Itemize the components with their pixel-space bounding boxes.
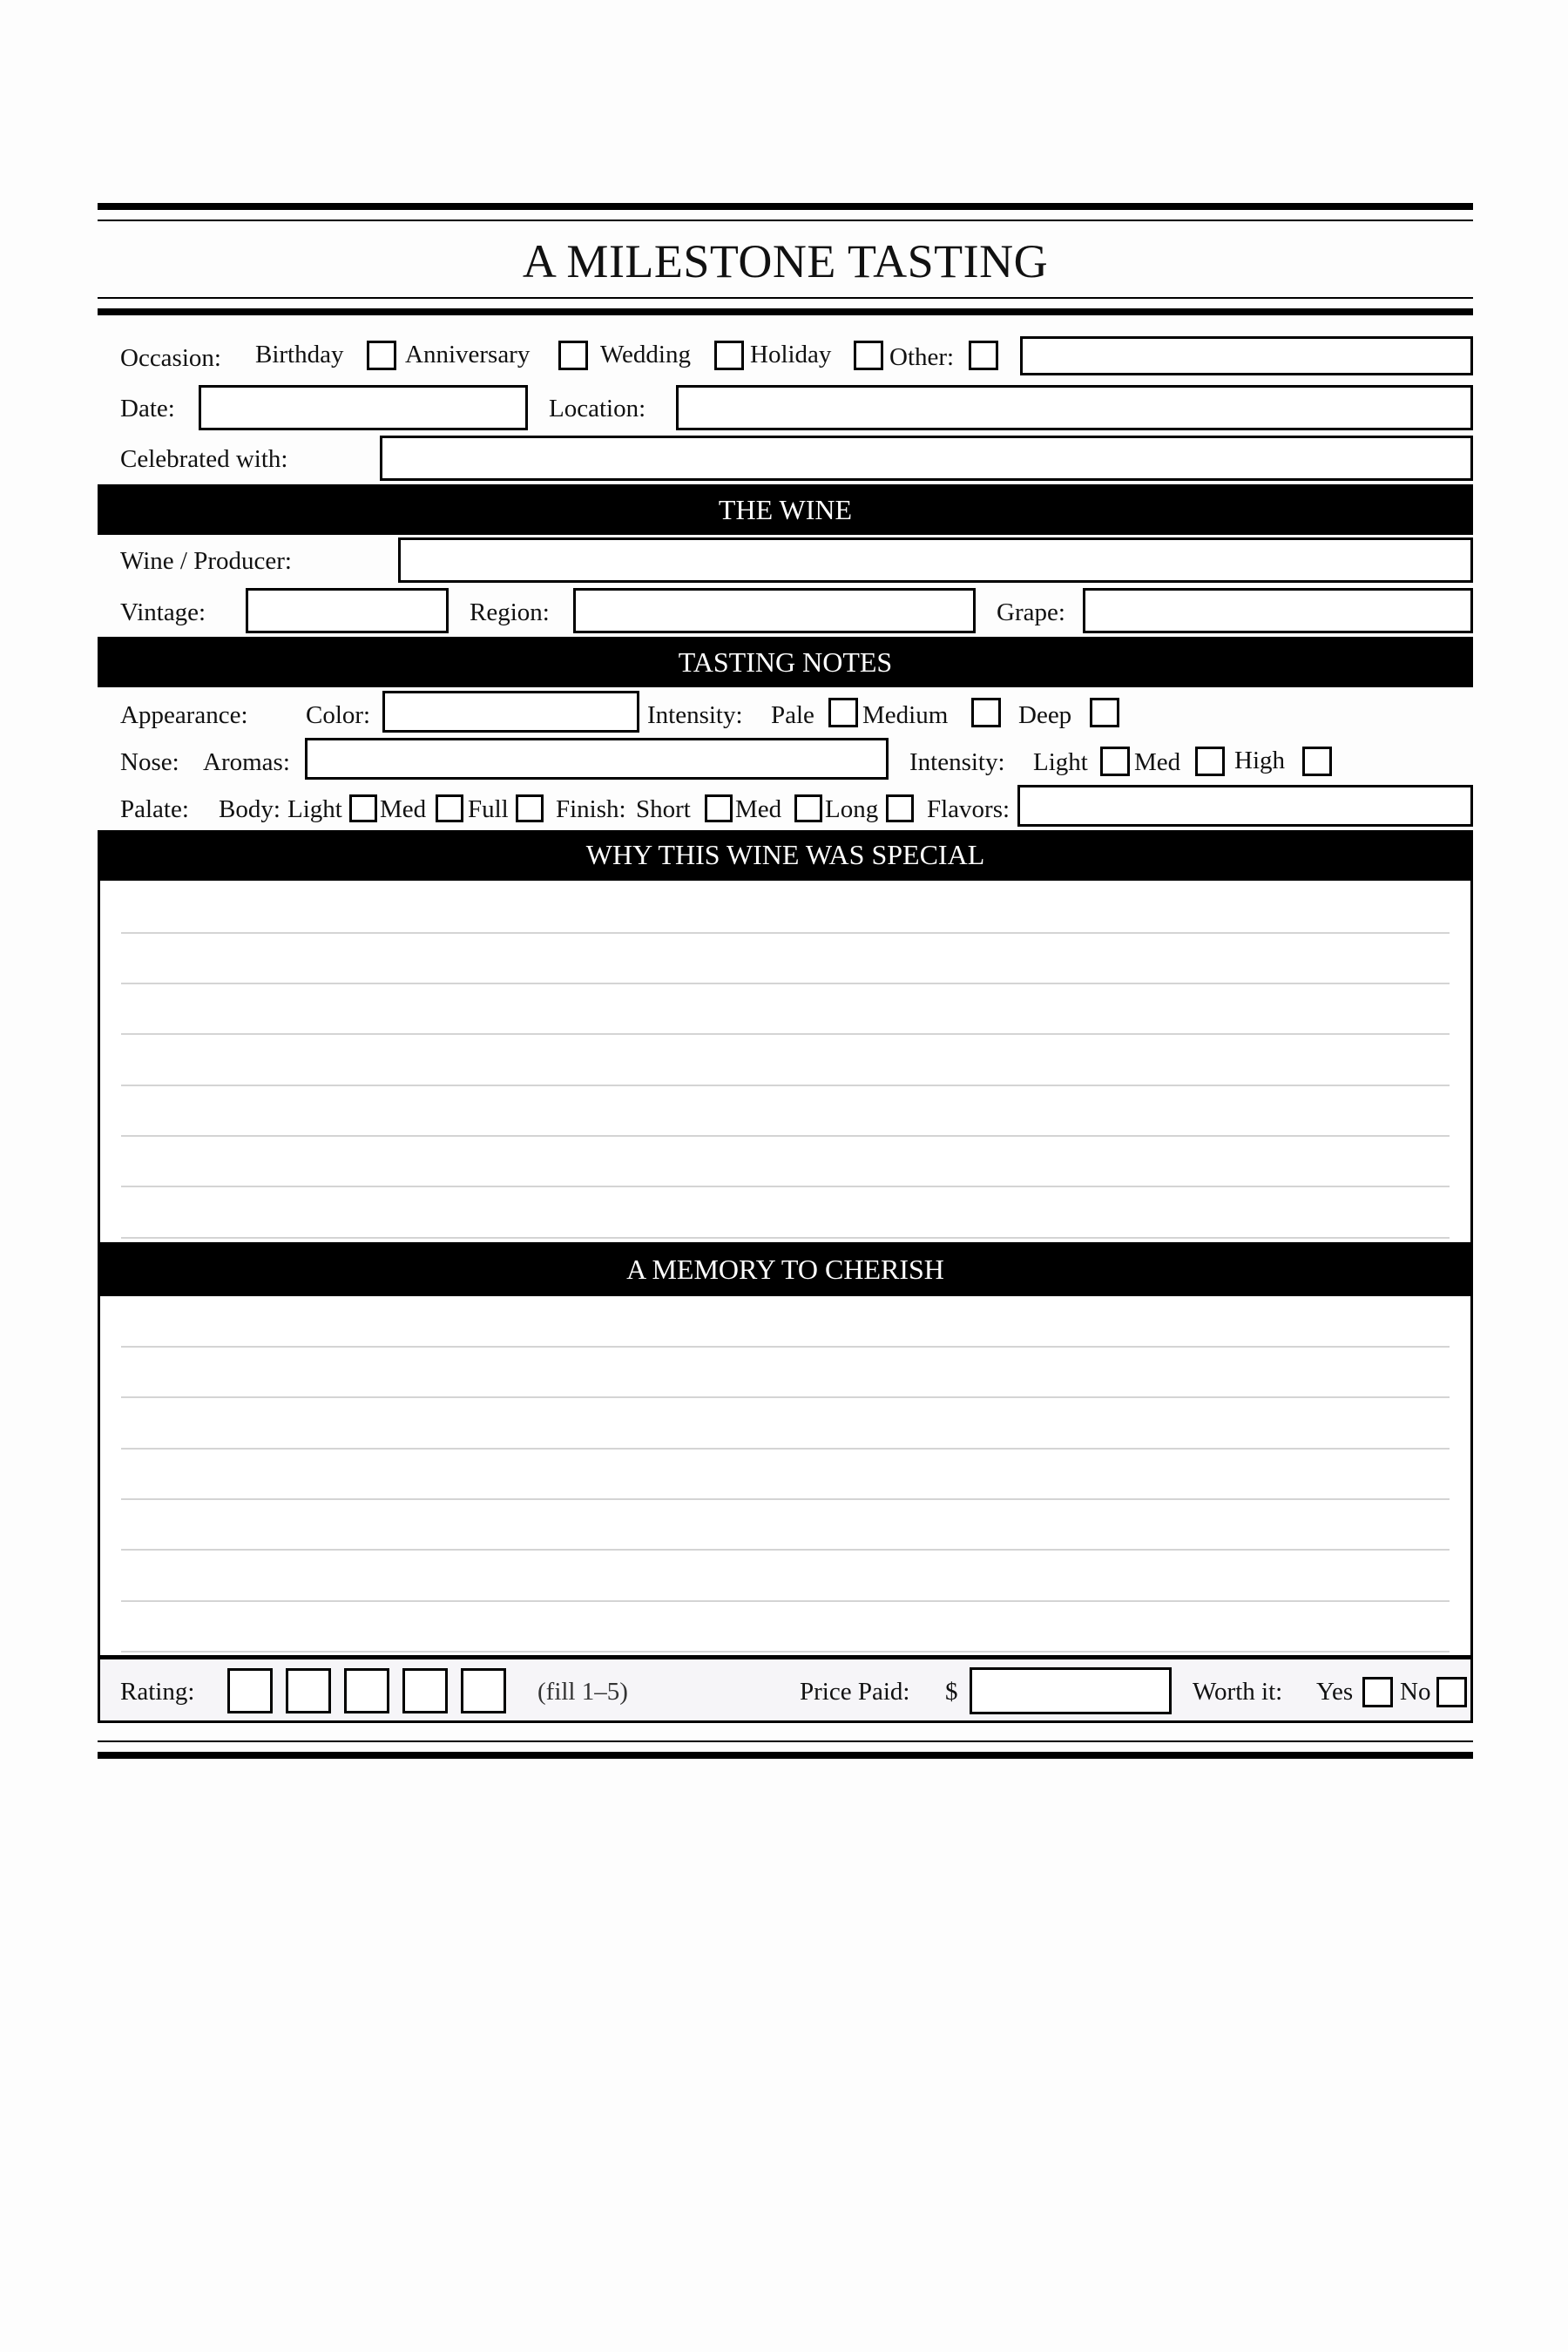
finish-long-label: Long [825, 795, 879, 823]
occasion-label: Occasion: [120, 344, 221, 372]
rating-label: Rating: [120, 1678, 195, 1706]
section-header-wine: THE WINE [98, 484, 1473, 535]
top-rule-thin [98, 220, 1473, 221]
note-line [121, 1448, 1450, 1450]
rating-box-2[interactable] [286, 1668, 331, 1713]
worth-yes-checkbox[interactable] [1362, 1677, 1393, 1707]
aromas-label: Aromas: [203, 748, 290, 776]
date-field[interactable] [199, 385, 528, 430]
appearance-medium-checkbox[interactable] [971, 698, 1001, 727]
nose-light-checkbox[interactable] [1100, 747, 1130, 776]
celebrated-with-label: Celebrated with: [120, 445, 288, 473]
page-title: A MILESTONE TASTING [522, 235, 1049, 287]
vintage-field[interactable] [246, 588, 449, 633]
vintage-label: Vintage: [120, 598, 206, 626]
rating-hint: (fill 1–5) [537, 1678, 628, 1706]
title-rule-thick [98, 308, 1473, 315]
flavors-field[interactable] [1017, 785, 1473, 827]
finish-short-checkbox[interactable] [705, 794, 733, 822]
occasion-other-field[interactable] [1020, 336, 1473, 375]
appearance-deep-checkbox[interactable] [1090, 698, 1119, 727]
finish-long-checkbox[interactable] [886, 794, 914, 822]
note-line [121, 1651, 1450, 1652]
note-line [121, 1135, 1450, 1137]
body-light-checkbox[interactable] [349, 794, 377, 822]
note-line [121, 1085, 1450, 1086]
section-header-special: WHY THIS WINE WAS SPECIAL [98, 830, 1473, 879]
body-light-label: Light [287, 795, 342, 823]
celebrated-with-field[interactable] [380, 436, 1473, 481]
appearance-pale-checkbox[interactable] [828, 698, 858, 727]
worth-it-label: Worth it: [1193, 1678, 1283, 1706]
rating-box-5[interactable] [461, 1668, 506, 1713]
occasion-birthday-checkbox[interactable] [367, 341, 396, 370]
body-med-checkbox[interactable] [436, 794, 463, 822]
rating-box-4[interactable] [402, 1668, 448, 1713]
body-label: Body: [219, 795, 280, 823]
appearance-deep-label: Deep [1018, 701, 1072, 729]
nose-high-checkbox[interactable] [1302, 747, 1332, 776]
location-label: Location: [549, 395, 646, 422]
note-line [121, 1186, 1450, 1187]
grape-label: Grape: [997, 598, 1065, 626]
finish-short-label: Short [636, 795, 691, 823]
nose-label: Nose: [120, 748, 179, 776]
note-line [121, 1033, 1450, 1035]
nose-med-label: Med [1134, 748, 1181, 776]
occasion-birthday-label: Birthday [255, 341, 344, 368]
note-line [121, 932, 1450, 934]
rating-box-3[interactable] [344, 1668, 389, 1713]
nose-light-label: Light [1033, 748, 1088, 776]
note-line [121, 1396, 1450, 1398]
finish-med-checkbox[interactable] [794, 794, 822, 822]
top-rule-thick [98, 203, 1473, 210]
finish-med-label: Med [735, 795, 782, 823]
appearance-medium-label: Medium [862, 701, 949, 729]
worth-no-checkbox[interactable] [1436, 1677, 1467, 1707]
memory-notes-area[interactable] [98, 1294, 1473, 1658]
note-line [121, 1549, 1450, 1551]
appearance-pale-label: Pale [771, 701, 814, 729]
section-header-memory: A MEMORY TO CHERISH [98, 1244, 1473, 1294]
palate-label: Palate: [120, 795, 189, 823]
title-rule-thin [98, 297, 1473, 299]
occasion-holiday-checkbox[interactable] [854, 341, 883, 370]
note-line [121, 1600, 1450, 1602]
worth-yes-label: Yes [1316, 1678, 1354, 1706]
date-label: Date: [120, 395, 175, 422]
occasion-wedding-label: Wedding [600, 341, 691, 368]
occasion-anniversary-label: Anniversary [405, 341, 531, 368]
occasion-other-checkbox[interactable] [969, 341, 998, 370]
occasion-wedding-checkbox[interactable] [714, 341, 744, 370]
occasion-other-label: Other: [889, 343, 955, 371]
region-label: Region: [470, 598, 550, 626]
worth-no-label: No [1400, 1678, 1431, 1706]
note-line [121, 983, 1450, 984]
body-med-label: Med [380, 795, 427, 823]
color-label: Color: [306, 701, 371, 729]
currency-symbol: $ [945, 1678, 958, 1706]
note-line [121, 1498, 1450, 1500]
body-full-checkbox[interactable] [516, 794, 544, 822]
bottom-rule-thick [98, 1752, 1473, 1759]
nose-med-checkbox[interactable] [1195, 747, 1225, 776]
bottom-rule-thin [98, 1740, 1473, 1742]
section-header-tasting: TASTING NOTES [98, 637, 1473, 687]
note-line [121, 1346, 1450, 1348]
rating-box-1[interactable] [227, 1668, 273, 1713]
special-notes-area[interactable] [98, 878, 1473, 1245]
price-field[interactable] [970, 1667, 1172, 1714]
finish-label: Finish: [556, 795, 626, 823]
nose-high-label: High [1234, 747, 1285, 774]
flavors-label: Flavors: [927, 795, 1010, 823]
occasion-anniversary-checkbox[interactable] [558, 341, 588, 370]
body-full-label: Full [468, 795, 509, 823]
price-label: Price Paid: [800, 1678, 910, 1706]
note-line [121, 1237, 1450, 1239]
producer-label: Wine / Producer: [120, 547, 292, 575]
appearance-intensity-label: Intensity: [647, 701, 743, 729]
occasion-holiday-label: Holiday [750, 341, 832, 368]
producer-field[interactable] [398, 537, 1473, 583]
region-field[interactable] [573, 588, 976, 633]
grape-field[interactable] [1083, 588, 1473, 633]
appearance-label: Appearance: [120, 701, 248, 729]
color-field[interactable] [382, 691, 639, 733]
nose-intensity-label: Intensity: [909, 748, 1005, 776]
aromas-field[interactable] [305, 738, 889, 780]
location-field[interactable] [676, 385, 1473, 430]
